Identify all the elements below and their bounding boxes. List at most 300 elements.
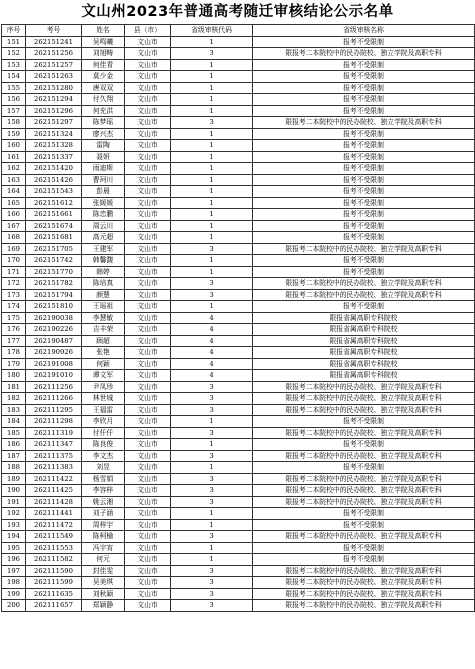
cell-county: 文山市 [125, 163, 171, 175]
cell-name: 陈柯榆 [82, 531, 125, 543]
cell-review-name: 报考不受限制 [253, 266, 475, 278]
cell-index: 157 [2, 105, 26, 117]
cell-exam-number: 262191010 [26, 370, 82, 382]
cell-review-name: 报考不受限制 [253, 140, 475, 152]
cell-exam-number: 262151794 [26, 289, 82, 301]
cell-exam-number: 262190038 [26, 312, 82, 324]
cell-index: 176 [2, 324, 26, 336]
table-row [2, 439, 475, 451]
cell-index: 183 [2, 404, 26, 416]
table-row [2, 255, 475, 267]
cell-review-name: 限报考二本院校中的民办院校、独立学院及高职专科 [253, 404, 475, 416]
cell-review-code: 1 [171, 82, 253, 94]
cell-county: 文山市 [125, 105, 171, 117]
cell-review-name: 报考不受限制 [253, 209, 475, 221]
cell-review-code: 1 [171, 186, 253, 198]
cell-review-name: 限报考二本院校中的民办院校、独立学院及高职专科 [253, 381, 475, 393]
cell-index: 188 [2, 462, 26, 474]
cell-exam-number: 262111256 [26, 381, 82, 393]
cell-review-code: 3 [171, 565, 253, 577]
cell-county: 文山市 [125, 450, 171, 462]
cell-review-code: 1 [171, 59, 253, 71]
cell-index: 161 [2, 151, 26, 163]
cell-name: 郑颖静 [82, 600, 125, 612]
cell-review-code: 3 [171, 381, 253, 393]
cell-review-name: 报考不受限制 [253, 163, 475, 175]
cell-exam-number: 262151257 [26, 59, 82, 71]
table-row [2, 163, 475, 175]
cell-review-name: 报考不受限制 [253, 128, 475, 140]
table-row [2, 358, 475, 370]
cell-review-name: 报考不受限制 [253, 255, 475, 267]
cell-review-name: 限报考二本院校中的民办院校、独立学院及高职专科 [253, 278, 475, 290]
cell-exam-number: 262151612 [26, 197, 82, 209]
table-row [2, 232, 475, 244]
cell-county: 文山市 [125, 370, 171, 382]
cell-name: 刘秋颖 [82, 588, 125, 600]
table-body [2, 36, 475, 611]
cell-county: 文山市 [125, 462, 171, 474]
cell-exam-number: 262111319 [26, 427, 82, 439]
cell-review-code: 3 [171, 427, 253, 439]
cell-index: 163 [2, 174, 26, 186]
cell-exam-number: 262111383 [26, 462, 82, 474]
cell-county: 文山市 [125, 600, 171, 612]
cell-county: 文山市 [125, 255, 171, 267]
table-row [2, 312, 475, 324]
table-row [2, 105, 475, 117]
cell-county: 文山市 [125, 358, 171, 370]
table-row [2, 324, 475, 336]
cell-review-name: 限报考二本院校中的民办院校、独立学院及高职专科 [253, 117, 475, 129]
table-row [2, 370, 475, 382]
table-row [2, 554, 475, 566]
cell-review-name: 报考不受限制 [253, 519, 475, 531]
cell-review-name: 限报考二本院校中的民办院校、独立学院及高职专科 [253, 427, 475, 439]
cell-review-code: 1 [171, 416, 253, 428]
header-review-name: 省级审核名称 [253, 25, 475, 37]
cell-county: 文山市 [125, 577, 171, 589]
cell-exam-number: 262151297 [26, 117, 82, 129]
cell-exam-number: 262151241 [26, 36, 82, 48]
cell-name: 莫少金 [82, 71, 125, 83]
cell-review-code: 4 [171, 335, 253, 347]
cell-review-code: 1 [171, 255, 253, 267]
cell-county: 文山市 [125, 565, 171, 577]
cell-exam-number: 262151674 [26, 220, 82, 232]
cell-exam-number: 262190226 [26, 324, 82, 336]
cell-index: 159 [2, 128, 26, 140]
table-row [2, 588, 475, 600]
cell-exam-number: 262151296 [26, 105, 82, 117]
cell-review-code: 3 [171, 485, 253, 497]
cell-exam-number: 262151661 [26, 209, 82, 221]
cell-review-code: 1 [171, 128, 253, 140]
cell-index: 182 [2, 393, 26, 405]
cell-exam-number: 262111298 [26, 416, 82, 428]
cell-index: 193 [2, 519, 26, 531]
cell-index: 197 [2, 565, 26, 577]
cell-review-code: 4 [171, 358, 253, 370]
cell-index: 177 [2, 335, 26, 347]
cell-name: 姚云湘 [82, 496, 125, 508]
table-row [2, 220, 475, 232]
table-row [2, 485, 475, 497]
cell-name: 何充洪 [82, 105, 125, 117]
cell-name: 李文杰 [82, 450, 125, 462]
cell-county: 文山市 [125, 174, 171, 186]
cell-review-code: 3 [171, 531, 253, 543]
cell-index: 166 [2, 209, 26, 221]
cell-index: 194 [2, 531, 26, 543]
cell-review-code: 1 [171, 519, 253, 531]
cell-review-code: 1 [171, 94, 253, 106]
table-row [2, 496, 475, 508]
cell-index: 181 [2, 381, 26, 393]
cell-review-code: 1 [171, 232, 253, 244]
cell-name: 陈良俊 [82, 439, 125, 451]
cell-county: 文山市 [125, 232, 171, 244]
table-row [2, 542, 475, 554]
table-row [2, 531, 475, 543]
cell-review-name: 报考不受限制 [253, 151, 475, 163]
table-row [2, 186, 475, 198]
table-header-row [2, 25, 475, 37]
table-row [2, 151, 475, 163]
cell-exam-number: 262151770 [26, 266, 82, 278]
cell-index: 179 [2, 358, 26, 370]
cell-index: 154 [2, 71, 26, 83]
table-row [2, 94, 475, 106]
table-row [2, 577, 475, 589]
cell-exam-number: 262111422 [26, 473, 82, 485]
cell-review-name: 限报考二本院校中的民办院校、独立学院及高职专科 [253, 485, 475, 497]
table-row [2, 128, 475, 140]
cell-index: 189 [2, 473, 26, 485]
cell-index: 185 [2, 427, 26, 439]
cell-county: 文山市 [125, 335, 171, 347]
cell-exam-number: 262191008 [26, 358, 82, 370]
table-row [2, 289, 475, 301]
table-row [2, 462, 475, 474]
cell-exam-number: 262151426 [26, 174, 82, 186]
cell-county: 文山市 [125, 301, 171, 313]
cell-exam-number: 262111472 [26, 519, 82, 531]
cell-index: 156 [2, 94, 26, 106]
cell-name: 李慧敏 [82, 312, 125, 324]
cell-review-code: 1 [171, 439, 253, 451]
cell-index: 192 [2, 508, 26, 520]
cell-index: 167 [2, 220, 26, 232]
cell-name: 张媛媛 [82, 197, 125, 209]
table-row [2, 600, 475, 612]
cell-review-code: 4 [171, 312, 253, 324]
cell-index: 169 [2, 243, 26, 255]
cell-review-name: 限报考二本院校中的民办院校、独立学院及高职专科 [253, 531, 475, 543]
cell-index: 180 [2, 370, 26, 382]
cell-review-name: 报考不受限制 [253, 462, 475, 474]
cell-name: 雷陶 [82, 140, 125, 152]
table-row [2, 59, 475, 71]
cell-review-code: 1 [171, 220, 253, 232]
table-row [2, 335, 475, 347]
cell-county: 文山市 [125, 266, 171, 278]
cell-county: 文山市 [125, 48, 171, 60]
cell-name: 曹珂川 [82, 174, 125, 186]
cell-index: 152 [2, 48, 26, 60]
cell-review-name: 限报省属高职专科院校 [253, 370, 475, 382]
cell-review-name: 限报考二本院校中的民办院校、独立学院及高职专科 [253, 600, 475, 612]
cell-review-code: 1 [171, 151, 253, 163]
table-row [2, 416, 475, 428]
cell-exam-number: 262111266 [26, 393, 82, 405]
cell-index: 175 [2, 312, 26, 324]
cell-index: 200 [2, 600, 26, 612]
cell-name: 刘旭畴 [82, 48, 125, 60]
cell-name: 高元超 [82, 232, 125, 244]
cell-index: 198 [2, 577, 26, 589]
cell-name: 顾超 [82, 335, 125, 347]
cell-review-code: 3 [171, 450, 253, 462]
cell-index: 160 [2, 140, 26, 152]
table-row [2, 347, 475, 359]
cell-county: 文山市 [125, 59, 171, 71]
cell-county: 文山市 [125, 554, 171, 566]
cell-review-name: 报考不受限制 [253, 416, 475, 428]
cell-review-code: 1 [171, 197, 253, 209]
cell-name: 唐双双 [82, 82, 125, 94]
table-row [2, 117, 475, 129]
cell-review-code: 1 [171, 140, 253, 152]
table-row [2, 140, 475, 152]
cell-name: 何元 [82, 554, 125, 566]
cell-exam-number: 262111295 [26, 404, 82, 416]
header-index: 序号 [2, 25, 26, 37]
cell-name: 李欣月 [82, 416, 125, 428]
cell-review-name: 报考不受限制 [253, 197, 475, 209]
cell-county: 文山市 [125, 531, 171, 543]
cell-name: 廖兴杰 [82, 128, 125, 140]
cell-county: 文山市 [125, 82, 171, 94]
cell-name: 何颖 [82, 358, 125, 370]
cell-exam-number: 262151543 [26, 186, 82, 198]
cell-name: 刘子涵 [82, 508, 125, 520]
cell-review-code: 1 [171, 163, 253, 175]
cell-review-name: 限报考二本院校中的民办院校、独立学院及高职专科 [253, 565, 475, 577]
cell-name: 韩婷 [82, 266, 125, 278]
header-review-code: 省级审核代码 [171, 25, 253, 37]
cell-review-code: 1 [171, 105, 253, 117]
cell-index: 155 [2, 82, 26, 94]
table-row [2, 197, 475, 209]
cell-review-name: 限报考二本院校中的民办院校、独立学院及高职专科 [253, 243, 475, 255]
cell-county: 文山市 [125, 416, 171, 428]
cell-name: 陈梦瑶 [82, 117, 125, 129]
cell-name: 周梓宇 [82, 519, 125, 531]
cell-name: 王建军 [82, 243, 125, 255]
cell-name: 刘昱 [82, 462, 125, 474]
cell-county: 文山市 [125, 289, 171, 301]
cell-index: 184 [2, 416, 26, 428]
cell-index: 153 [2, 59, 26, 71]
cell-exam-number: 262190487 [26, 335, 82, 347]
cell-review-name: 限报省属高职专科院校 [253, 335, 475, 347]
cell-review-name: 报考不受限制 [253, 71, 475, 83]
cell-exam-number: 262111549 [26, 531, 82, 543]
cell-index: 174 [2, 301, 26, 313]
cell-review-code: 3 [171, 496, 253, 508]
cell-review-name: 报考不受限制 [253, 174, 475, 186]
results-table [1, 24, 475, 612]
cell-index: 187 [2, 450, 26, 462]
cell-index: 173 [2, 289, 26, 301]
cell-name: 付仟仟 [82, 427, 125, 439]
cell-name: 陈培真 [82, 278, 125, 290]
table-row [2, 71, 475, 83]
cell-index: 199 [2, 588, 26, 600]
cell-index: 171 [2, 266, 26, 278]
cell-review-name: 报考不受限制 [253, 94, 475, 106]
cell-review-code: 3 [171, 577, 253, 589]
cell-index: 178 [2, 347, 26, 359]
cell-exam-number: 262151681 [26, 232, 82, 244]
cell-review-code: 3 [171, 393, 253, 405]
table-row [2, 565, 475, 577]
cell-exam-number: 262111375 [26, 450, 82, 462]
cell-county: 文山市 [125, 117, 171, 129]
cell-county: 文山市 [125, 209, 171, 221]
cell-name: 周云川 [82, 220, 125, 232]
table-row [2, 82, 475, 94]
table-row [2, 427, 475, 439]
cell-exam-number: 262111582 [26, 554, 82, 566]
cell-name: 雨迪斯 [82, 163, 125, 175]
cell-review-name: 报考不受限制 [253, 554, 475, 566]
cell-review-code: 1 [171, 71, 253, 83]
cell-index: 158 [2, 117, 26, 129]
table-row [2, 266, 475, 278]
cell-review-code: 4 [171, 347, 253, 359]
cell-county: 文山市 [125, 496, 171, 508]
cell-name: 封佳雯 [82, 565, 125, 577]
cell-county: 文山市 [125, 312, 171, 324]
cell-review-code: 3 [171, 473, 253, 485]
cell-index: 172 [2, 278, 26, 290]
cell-review-name: 限报考二本院校中的民办院校、独立学院及高职专科 [253, 289, 475, 301]
cell-exam-number: 262151324 [26, 128, 82, 140]
cell-name: 冯宇宵 [82, 542, 125, 554]
table-row [2, 508, 475, 520]
cell-exam-number: 262151782 [26, 278, 82, 290]
cell-index: 151 [2, 36, 26, 48]
cell-review-code: 1 [171, 174, 253, 186]
cell-county: 文山市 [125, 220, 171, 232]
cell-review-code: 1 [171, 462, 253, 474]
cell-review-code: 3 [171, 117, 253, 129]
cell-name: 颜慧 [82, 289, 125, 301]
table-row [2, 404, 475, 416]
cell-index: 186 [2, 439, 26, 451]
cell-county: 文山市 [125, 542, 171, 554]
cell-name: 张艳 [82, 347, 125, 359]
cell-index: 162 [2, 163, 26, 175]
cell-county: 文山市 [125, 151, 171, 163]
header-county: 县（市） [125, 25, 171, 37]
cell-exam-number: 262151256 [26, 48, 82, 60]
cell-county: 文山市 [125, 94, 171, 106]
cell-county: 文山市 [125, 186, 171, 198]
cell-review-code: 4 [171, 370, 253, 382]
table-row [2, 473, 475, 485]
cell-county: 文山市 [125, 393, 171, 405]
cell-review-name: 限报省属高职专科院校 [253, 358, 475, 370]
cell-review-name: 限报省属高职专科院校 [253, 312, 475, 324]
cell-review-code: 1 [171, 36, 253, 48]
cell-review-name: 限报省属高职专科院校 [253, 347, 475, 359]
cell-name: 林世城 [82, 393, 125, 405]
cell-exam-number: 262151420 [26, 163, 82, 175]
cell-exam-number: 262111347 [26, 439, 82, 451]
cell-exam-number: 262151337 [26, 151, 82, 163]
cell-county: 文山市 [125, 278, 171, 290]
table-row [2, 209, 475, 221]
cell-exam-number: 262111441 [26, 508, 82, 520]
cell-review-name: 报考不受限制 [253, 105, 475, 117]
cell-exam-number: 262111657 [26, 600, 82, 612]
cell-review-name: 限报考二本院校中的民办院校、独立学院及高职专科 [253, 588, 475, 600]
table-row [2, 174, 475, 186]
cell-review-name: 限报考二本院校中的民办院校、独立学院及高职专科 [253, 496, 475, 508]
cell-exam-number: 262151810 [26, 301, 82, 313]
cell-review-code: 3 [171, 243, 253, 255]
cell-review-name: 报考不受限制 [253, 82, 475, 94]
cell-index: 170 [2, 255, 26, 267]
cell-name: 韩馨馥 [82, 255, 125, 267]
cell-county: 文山市 [125, 324, 171, 336]
cell-exam-number: 262151280 [26, 82, 82, 94]
cell-index: 165 [2, 197, 26, 209]
cell-county: 文山市 [125, 71, 171, 83]
table-row [2, 243, 475, 255]
table-row [2, 278, 475, 290]
cell-county: 文山市 [125, 439, 171, 451]
cell-county: 文山市 [125, 381, 171, 393]
cell-review-name: 报考不受限制 [253, 508, 475, 520]
table-row [2, 519, 475, 531]
cell-name: 吴鸣曦 [82, 36, 125, 48]
cell-review-name: 限报考二本院校中的民办院校、独立学院及高职专科 [253, 450, 475, 462]
header-exam-number: 考号 [26, 25, 82, 37]
cell-review-name: 报考不受限制 [253, 232, 475, 244]
cell-review-code: 3 [171, 289, 253, 301]
cell-name: 杨雪娟 [82, 473, 125, 485]
cell-review-code: 3 [171, 48, 253, 60]
cell-review-name: 报考不受限制 [253, 542, 475, 554]
cell-name: 陈忠鹏 [82, 209, 125, 221]
cell-county: 文山市 [125, 519, 171, 531]
cell-exam-number: 262111590 [26, 565, 82, 577]
cell-review-code: 3 [171, 588, 253, 600]
table-row [2, 36, 475, 48]
cell-review-name: 报考不受限制 [253, 186, 475, 198]
cell-review-code: 3 [171, 600, 253, 612]
document-title: 文山州2023年普通高考随迁审核结论公示名单 [81, 4, 394, 20]
cell-county: 文山市 [125, 404, 171, 416]
table-row [2, 393, 475, 405]
cell-county: 文山市 [125, 485, 171, 497]
cell-review-name: 报考不受限制 [253, 301, 475, 313]
cell-review-code: 3 [171, 278, 253, 290]
